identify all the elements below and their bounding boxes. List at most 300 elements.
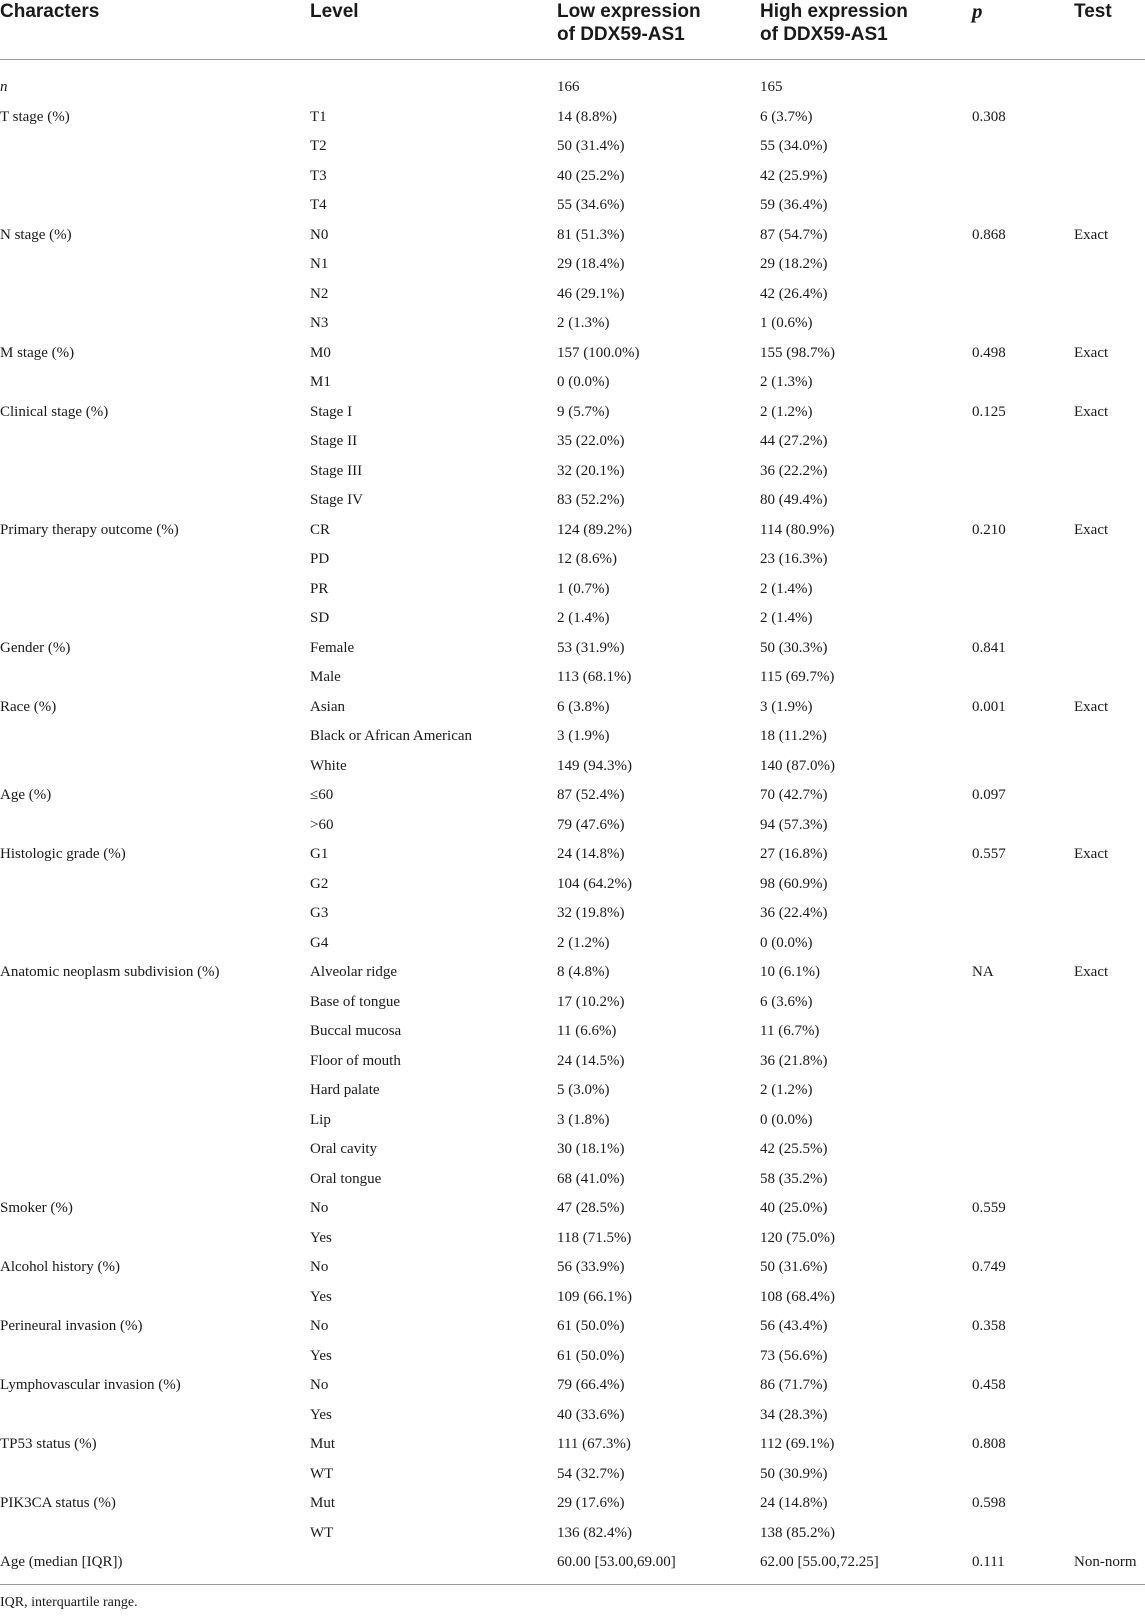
header-high-line2: of DDX59-AS1 xyxy=(760,24,888,45)
cell-test xyxy=(1074,1430,1145,1460)
cell-p-value xyxy=(972,604,1074,634)
cell-low-expression: 124 (89.2%) xyxy=(557,521,632,538)
table-row xyxy=(0,1430,1145,1460)
table-row xyxy=(0,1519,1145,1549)
cell-low-expression: 29 (18.4%) xyxy=(557,256,625,272)
cell-p-value: 0.598 xyxy=(972,1495,1006,1511)
cell-p-value xyxy=(972,1401,1074,1431)
cell-test xyxy=(1074,781,1145,811)
cell-p-value xyxy=(972,1165,1074,1195)
cell-high-expression: 50 (31.6%) xyxy=(760,1259,828,1275)
cell-p-value xyxy=(972,1076,1074,1106)
cell-low-expression: 61 (50.0%) xyxy=(557,1318,625,1334)
cell-p-value: 0.125 xyxy=(972,403,1006,420)
cell-characteristic xyxy=(0,368,310,398)
cell-level: PD xyxy=(310,551,330,567)
cell-p-value xyxy=(972,988,1074,1018)
cell-high-expression: 44 (27.2%) xyxy=(760,433,828,449)
cell-p-value: 0.458 xyxy=(972,1377,1006,1393)
cell-characteristic: Lymphovascular invasion (%) xyxy=(0,1377,181,1393)
table-row xyxy=(0,929,1145,959)
cell-level: Oral cavity xyxy=(310,1141,378,1157)
cell-high-expression: 0 (0.0%) xyxy=(760,1111,813,1128)
cell-test xyxy=(1074,988,1145,1018)
table-row xyxy=(0,781,1145,811)
table-row xyxy=(0,398,1145,428)
cell-characteristic xyxy=(0,722,310,752)
cell-high-expression: 1 (0.6%) xyxy=(760,315,813,331)
header-test: Test xyxy=(1074,1,1112,22)
table-row xyxy=(0,840,1145,870)
cell-characteristic xyxy=(0,280,310,310)
table-row xyxy=(0,1489,1145,1519)
cell-level: Female xyxy=(310,639,355,656)
cell-level: Asian xyxy=(310,698,345,715)
cell-test: Exact xyxy=(1074,698,1109,715)
cell-high-expression: 6 (3.6%) xyxy=(760,993,813,1010)
table-row xyxy=(0,457,1145,487)
cell-p-value xyxy=(972,663,1074,693)
cell-test xyxy=(1074,1047,1145,1077)
table-row xyxy=(0,427,1145,457)
cell-test xyxy=(1074,1312,1145,1342)
cell-characteristic xyxy=(0,1135,310,1165)
cell-low-expression: 61 (50.0%) xyxy=(557,1347,625,1364)
cell-low-expression: 47 (28.5%) xyxy=(557,1200,625,1216)
cell-level: T3 xyxy=(310,167,327,184)
cell-test xyxy=(1074,1519,1145,1549)
cell-level: Lip xyxy=(310,1111,331,1128)
cell-low-expression: 0 (0.0%) xyxy=(557,374,610,390)
cell-test xyxy=(1074,1017,1145,1047)
cell-p-value xyxy=(972,1519,1074,1549)
cell-level: T2 xyxy=(310,138,327,154)
cell-high-expression: 50 (30.9%) xyxy=(760,1465,828,1482)
cell-test xyxy=(1074,634,1145,664)
cell-test xyxy=(1074,929,1145,959)
cell-characteristic xyxy=(0,162,310,192)
cell-low-expression: 56 (33.9%) xyxy=(557,1259,625,1275)
cell-p-value xyxy=(972,929,1074,959)
cell-test xyxy=(1074,1489,1145,1519)
cell-level: No xyxy=(310,1377,329,1393)
cell-high-expression: 36 (21.8%) xyxy=(760,1052,828,1069)
cell-level: Yes xyxy=(310,1229,332,1246)
cell-low-expression: 2 (1.2%) xyxy=(557,934,610,951)
cell-characteristic xyxy=(0,250,310,280)
table-row xyxy=(0,958,1145,988)
cell-p-value xyxy=(972,575,1074,605)
cell-low-expression: 118 (71.5%) xyxy=(557,1229,632,1246)
cell-low-expression: 60.00 [53.00,69.00] xyxy=(557,1548,760,1584)
cell-p-value: 0.868 xyxy=(972,226,1006,243)
cell-high-expression: 165 xyxy=(760,79,783,95)
table-row xyxy=(0,339,1145,369)
cell-level: N3 xyxy=(310,315,329,331)
cell-characteristic: Age (median [IQR]) xyxy=(0,1548,310,1584)
cell-level: No xyxy=(310,1259,329,1275)
cell-p-value: 0.808 xyxy=(972,1436,1006,1452)
table-row xyxy=(0,1165,1145,1195)
cell-p-value: 0.210 xyxy=(972,521,1006,538)
cell-p-value xyxy=(972,1283,1074,1313)
cell-p-value xyxy=(972,1342,1074,1372)
cell-characteristic: Clinical stage (%) xyxy=(0,403,109,420)
header-characters: Characters xyxy=(0,1,100,22)
cell-level: M0 xyxy=(310,344,331,361)
cell-level: N0 xyxy=(310,226,329,243)
cell-low-expression: 30 (18.1%) xyxy=(557,1141,625,1157)
cell-characteristic: Smoker (%) xyxy=(0,1200,73,1216)
cell-test xyxy=(1074,752,1145,782)
cell-p-value xyxy=(972,250,1074,280)
cell-high-expression: 56 (43.4%) xyxy=(760,1318,828,1334)
table-row xyxy=(0,103,1145,133)
cell-high-expression: 29 (18.2%) xyxy=(760,256,828,272)
cell-level: G1 xyxy=(310,846,329,862)
cell-level: T1 xyxy=(310,108,327,125)
header-level: Level xyxy=(310,1,359,22)
cell-low-expression: 2 (1.3%) xyxy=(557,315,610,331)
table-row xyxy=(0,575,1145,605)
table-row xyxy=(0,1342,1145,1372)
cell-high-expression: 2 (1.4%) xyxy=(760,610,813,626)
cell-test xyxy=(1074,250,1145,280)
cell-characteristic xyxy=(0,988,310,1018)
cell-p-value: 0.001 xyxy=(972,698,1006,715)
cell-p-value: 0.097 xyxy=(972,787,1006,803)
cell-characteristic xyxy=(0,811,310,841)
cell-test xyxy=(1074,103,1145,133)
cell-high-expression: 59 (36.4%) xyxy=(760,197,828,213)
cell-level: Base of tongue xyxy=(310,993,400,1010)
cell-test xyxy=(1074,663,1145,693)
cell-low-expression: 104 (64.2%) xyxy=(557,875,632,892)
cell-level: Stage IV xyxy=(310,492,363,508)
cell-p-value xyxy=(972,1460,1074,1490)
cell-level xyxy=(310,1548,557,1584)
cell-test xyxy=(1074,604,1145,634)
table-row xyxy=(0,752,1145,782)
cell-test xyxy=(1074,427,1145,457)
cell-level: WT xyxy=(310,1465,334,1482)
cell-high-expression: 18 (11.2%) xyxy=(760,728,827,744)
cell-characteristic: Age (%) xyxy=(0,787,52,803)
table-row xyxy=(0,162,1145,192)
cell-characteristic xyxy=(0,309,310,339)
cell-test xyxy=(1074,1283,1145,1313)
table-row xyxy=(0,309,1145,339)
cell-low-expression: 8 (4.8%) xyxy=(557,964,610,980)
cell-level: Oral tongue xyxy=(310,1170,382,1187)
cell-high-expression: 3 (1.9%) xyxy=(760,698,813,715)
cell-low-expression: 40 (33.6%) xyxy=(557,1406,625,1423)
cell-test xyxy=(1074,722,1145,752)
cell-test xyxy=(1074,1371,1145,1401)
cell-high-expression: 36 (22.2%) xyxy=(760,462,828,479)
cell-low-expression: 113 (68.1%) xyxy=(557,669,632,685)
cell-low-expression: 79 (47.6%) xyxy=(557,816,625,833)
cell-high-expression: 80 (49.4%) xyxy=(760,492,828,508)
cell-p-value xyxy=(972,870,1074,900)
cell-level xyxy=(310,60,557,103)
cell-low-expression: 12 (8.6%) xyxy=(557,551,617,567)
cell-test: Exact xyxy=(1074,521,1109,538)
cell-characteristic: n xyxy=(0,79,8,95)
cell-high-expression: 24 (14.8%) xyxy=(760,1495,828,1511)
cell-p-value xyxy=(972,427,1074,457)
cell-characteristic: Histologic grade (%) xyxy=(0,846,126,862)
cell-low-expression: 24 (14.8%) xyxy=(557,846,625,862)
cell-high-expression: 27 (16.8%) xyxy=(760,846,828,862)
cell-characteristic xyxy=(0,132,310,162)
table-row xyxy=(0,1253,1145,1283)
cell-test xyxy=(1074,1401,1145,1431)
cell-p-value xyxy=(972,162,1074,192)
cell-level: Male xyxy=(310,669,341,685)
cell-high-expression: 50 (30.3%) xyxy=(760,639,828,656)
cell-low-expression: 2 (1.4%) xyxy=(557,610,610,626)
table-row xyxy=(0,1283,1145,1313)
cell-low-expression: 53 (31.9%) xyxy=(557,639,625,656)
table-body xyxy=(0,60,1145,1585)
cell-level: SD xyxy=(310,610,330,626)
cell-high-expression: 42 (25.9%) xyxy=(760,167,828,184)
cell-low-expression: 5 (3.0%) xyxy=(557,1082,610,1098)
cell-characteristic xyxy=(0,1342,310,1372)
cell-level: Alveolar ridge xyxy=(310,964,398,980)
cell-characteristic xyxy=(0,870,310,900)
cell-test xyxy=(1074,1342,1145,1372)
cell-p-value xyxy=(972,1106,1074,1136)
cell-characteristic xyxy=(0,1017,310,1047)
cell-level: Hard palate xyxy=(310,1082,380,1098)
cell-high-expression: 36 (22.4%) xyxy=(760,905,828,921)
header-low-line2: of DDX59-AS1 xyxy=(557,24,685,45)
cell-test xyxy=(1074,309,1145,339)
cell-high-expression: 155 (98.7%) xyxy=(760,344,835,361)
header-high-line1: High expression xyxy=(760,1,908,22)
header-low-expression xyxy=(557,0,760,60)
cell-test xyxy=(1074,1165,1145,1195)
cell-test xyxy=(1074,1076,1145,1106)
cell-test xyxy=(1074,132,1145,162)
cell-high-expression: 6 (3.7%) xyxy=(760,108,813,125)
cell-low-expression: 68 (41.0%) xyxy=(557,1170,625,1187)
table-row xyxy=(0,132,1145,162)
cell-high-expression: 108 (68.4%) xyxy=(760,1288,835,1305)
cell-p-value xyxy=(972,191,1074,221)
table-row xyxy=(0,1076,1145,1106)
cell-characteristic xyxy=(0,752,310,782)
cell-level: G4 xyxy=(310,934,329,951)
cell-test xyxy=(1074,368,1145,398)
cell-test: Exact xyxy=(1074,344,1109,361)
cell-test: Non-norm xyxy=(1074,1548,1145,1584)
table-row xyxy=(0,1401,1145,1431)
cell-p-value xyxy=(972,1047,1074,1077)
cell-test xyxy=(1074,457,1145,487)
table-row xyxy=(0,1371,1145,1401)
table-row xyxy=(0,486,1145,516)
cell-p-value xyxy=(972,722,1074,752)
cell-low-expression: 54 (32.7%) xyxy=(557,1465,625,1482)
table-row xyxy=(0,693,1145,723)
cell-p-value xyxy=(972,309,1074,339)
cell-low-expression: 149 (94.3%) xyxy=(557,757,632,774)
cell-test: Exact xyxy=(1074,964,1109,980)
cell-test: Exact xyxy=(1074,846,1109,862)
cell-p-value xyxy=(972,280,1074,310)
cell-high-expression: 2 (1.2%) xyxy=(760,1082,813,1098)
cell-high-expression: 40 (25.0%) xyxy=(760,1200,828,1216)
cell-level: Stage III xyxy=(310,462,363,479)
table-row xyxy=(0,368,1145,398)
cell-characteristic xyxy=(0,575,310,605)
cell-high-expression: 0 (0.0%) xyxy=(760,934,813,951)
cell-level: T4 xyxy=(310,197,327,213)
table-header xyxy=(0,0,1145,60)
cell-low-expression: 3 (1.9%) xyxy=(557,728,610,744)
table-row xyxy=(0,250,1145,280)
cell-test xyxy=(1074,811,1145,841)
cell-level: Mut xyxy=(310,1495,336,1511)
cell-low-expression: 6 (3.8%) xyxy=(557,698,610,715)
cell-low-expression: 35 (22.0%) xyxy=(557,433,625,449)
cell-high-expression: 58 (35.2%) xyxy=(760,1170,828,1187)
cell-p-value xyxy=(972,899,1074,929)
cell-test xyxy=(1074,870,1145,900)
cell-low-expression: 9 (5.7%) xyxy=(557,403,610,420)
cell-test xyxy=(1074,1106,1145,1136)
cell-low-expression: 46 (29.1%) xyxy=(557,285,625,302)
cell-characteristic xyxy=(0,1165,310,1195)
table-row xyxy=(0,1548,1145,1584)
cell-low-expression: 50 (31.4%) xyxy=(557,138,625,154)
cell-level: >60 xyxy=(310,816,334,833)
cell-characteristic: Race (%) xyxy=(0,698,57,715)
cell-low-expression: 1 (0.7%) xyxy=(557,580,610,597)
cell-level: White xyxy=(310,757,347,774)
cell-high-expression: 114 (80.9%) xyxy=(760,521,835,538)
cell-high-expression: 2 (1.4%) xyxy=(760,580,813,597)
cell-test xyxy=(1074,1224,1145,1254)
cell-low-expression: 40 (25.2%) xyxy=(557,167,625,184)
cell-high-expression: 115 (69.7%) xyxy=(760,669,835,685)
cell-p-value xyxy=(972,457,1074,487)
cell-level: Buccal mucosa xyxy=(310,1023,402,1039)
cell-level: G2 xyxy=(310,875,329,892)
cell-characteristic xyxy=(0,545,310,575)
cell-test xyxy=(1074,545,1145,575)
cell-characteristic xyxy=(0,899,310,929)
cell-characteristic xyxy=(0,1047,310,1077)
table-row xyxy=(0,221,1145,251)
cell-p-value: 0.308 xyxy=(972,108,1006,125)
cell-characteristic: TP53 status (%) xyxy=(0,1436,97,1452)
cell-level: N2 xyxy=(310,285,329,302)
cell-p-value xyxy=(972,1224,1074,1254)
cell-level: CR xyxy=(310,521,331,538)
cell-test xyxy=(1074,60,1145,103)
cell-p-value xyxy=(972,368,1074,398)
cell-characteristic xyxy=(0,604,310,634)
table-row xyxy=(0,722,1145,752)
cell-high-expression: 140 (87.0%) xyxy=(760,757,835,774)
table-row xyxy=(0,191,1145,221)
cell-p-value: 0.111 xyxy=(972,1548,1074,1584)
cell-characteristic: Alcohol history (%) xyxy=(0,1259,120,1275)
cell-low-expression: 136 (82.4%) xyxy=(557,1524,632,1541)
table-row xyxy=(0,899,1145,929)
cell-low-expression: 111 (67.3%) xyxy=(557,1436,631,1452)
cell-test xyxy=(1074,1194,1145,1224)
cell-low-expression: 11 (6.6%) xyxy=(557,1023,617,1039)
cell-characteristic: Gender (%) xyxy=(0,639,71,656)
cell-low-expression: 83 (52.2%) xyxy=(557,492,625,508)
cell-high-expression: 10 (6.1%) xyxy=(760,964,820,980)
cell-high-expression: 23 (16.3%) xyxy=(760,551,828,567)
cell-p-value xyxy=(972,811,1074,841)
cell-low-expression: 157 (100.0%) xyxy=(557,344,640,361)
cell-low-expression: 87 (52.4%) xyxy=(557,787,625,803)
table-row xyxy=(0,663,1145,693)
cell-test xyxy=(1074,1253,1145,1283)
cell-characteristic: Anatomic neoplasm subdivision (%) xyxy=(0,964,220,980)
cell-low-expression: 17 (10.2%) xyxy=(557,993,625,1010)
cell-characteristic: Perineural invasion (%) xyxy=(0,1318,143,1334)
cell-characteristic xyxy=(0,1401,310,1431)
table-row xyxy=(0,811,1145,841)
table-row xyxy=(0,1224,1145,1254)
cell-high-expression: 86 (71.7%) xyxy=(760,1377,828,1393)
cell-p-value: 0.559 xyxy=(972,1200,1006,1216)
header-row xyxy=(0,0,1145,60)
cell-low-expression: 55 (34.6%) xyxy=(557,197,625,213)
header-high-expression xyxy=(760,0,972,60)
cell-level: Stage II xyxy=(310,433,358,449)
table-row xyxy=(0,1106,1145,1136)
cell-high-expression: 138 (85.2%) xyxy=(760,1524,835,1541)
cell-low-expression: 166 xyxy=(557,79,580,95)
cell-low-expression: 81 (51.3%) xyxy=(557,226,625,243)
cell-characteristic: Primary therapy outcome (%) xyxy=(0,521,179,538)
cell-p-value xyxy=(972,1135,1074,1165)
cell-high-expression: 70 (42.7%) xyxy=(760,787,828,803)
cell-characteristic xyxy=(0,191,310,221)
cell-high-expression: 2 (1.2%) xyxy=(760,403,813,420)
table-footnote: IQR, interquartile range. xyxy=(0,1594,138,1610)
cell-test xyxy=(1074,280,1145,310)
cell-high-expression: 42 (26.4%) xyxy=(760,285,828,302)
cell-characteristic xyxy=(0,663,310,693)
cell-test xyxy=(1074,1135,1145,1165)
cell-level: G3 xyxy=(310,905,329,921)
cell-low-expression: 109 (66.1%) xyxy=(557,1288,632,1305)
cell-level: ≤60 xyxy=(310,787,334,803)
table-row xyxy=(0,60,1145,103)
cell-high-expression: 42 (25.5%) xyxy=(760,1141,828,1157)
cell-test: Exact xyxy=(1074,226,1109,243)
cell-p-value xyxy=(972,486,1074,516)
cell-characteristic xyxy=(0,1224,310,1254)
cell-low-expression: 29 (17.6%) xyxy=(557,1495,625,1511)
cell-p-value: 0.841 xyxy=(972,639,1006,656)
cell-test xyxy=(1074,1460,1145,1490)
cell-characteristic xyxy=(0,486,310,516)
cell-high-expression: 11 (6.7%) xyxy=(760,1023,820,1039)
cell-level: PR xyxy=(310,580,329,597)
